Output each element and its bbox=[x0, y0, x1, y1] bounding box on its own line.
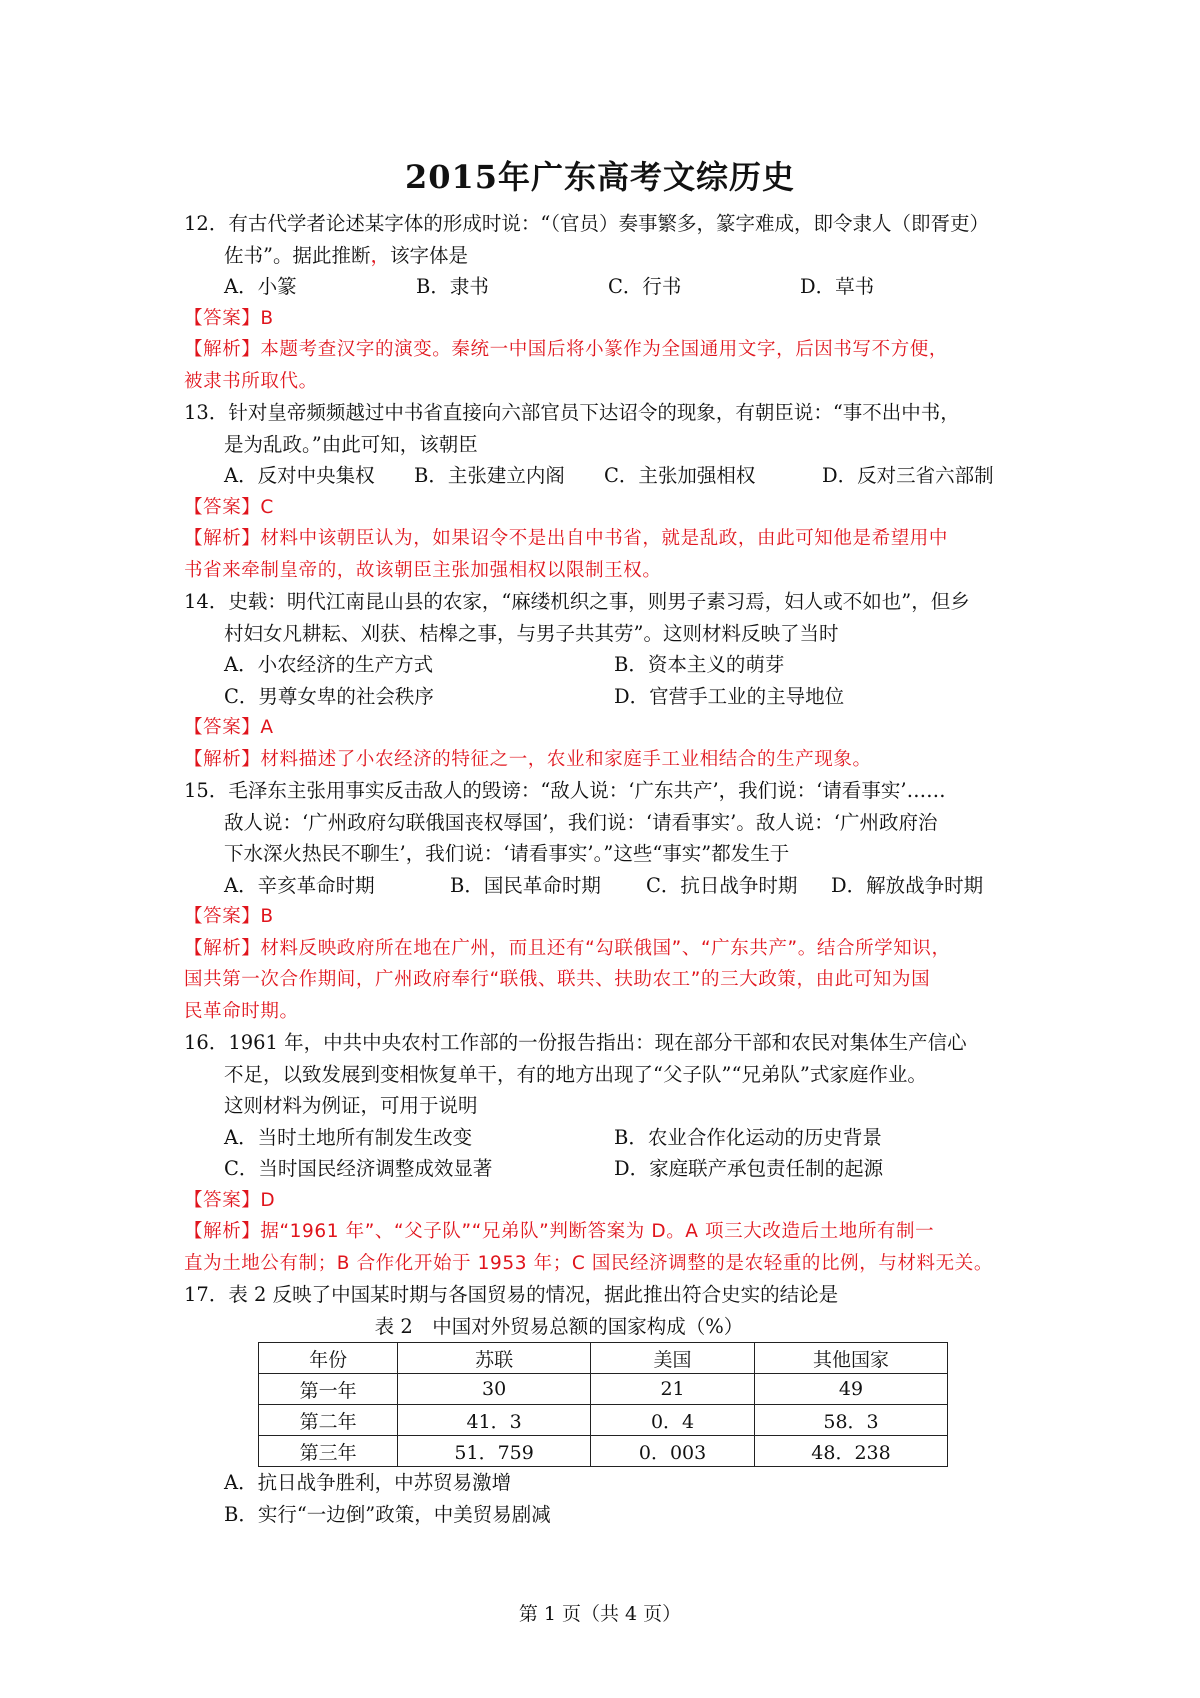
table-cell: 49 bbox=[755, 1374, 948, 1405]
document-content bbox=[184, 208, 1034, 1530]
question-stem: 17．表 2 反映了中国某时期与各国贸易的情况，据此推出符合史实的结论是 bbox=[184, 1283, 839, 1306]
answer-options bbox=[184, 1122, 1034, 1154]
option-c: C．抗日战争时期 bbox=[646, 873, 798, 897]
answer-key: 【答案】A bbox=[184, 717, 274, 738]
option-a: A．当时土地所有制发生改变 bbox=[224, 1125, 473, 1149]
option-a: A．抗日战争胜利，中苏贸易激增 bbox=[224, 1471, 512, 1494]
table-cell: 0．4 bbox=[591, 1405, 755, 1436]
analysis-text: 国共第一次合作期间，广州政府奉行“联俄、联共、扶助农工”的三大政策，由此可知为国 bbox=[184, 969, 931, 990]
option-c: C．行书 bbox=[608, 275, 682, 298]
option-b: B．国民革命时期 bbox=[450, 873, 601, 897]
table-header: 美国 bbox=[591, 1343, 755, 1374]
analysis-text: 民革命时期。 bbox=[184, 1000, 299, 1022]
document-title: 2015年广东高考文综历史 bbox=[404, 158, 796, 196]
answer-key: 【答案】B bbox=[184, 307, 274, 329]
table-header: 苏联 bbox=[398, 1343, 591, 1374]
answer-options bbox=[184, 649, 1034, 681]
option-b: B．资本主义的萌芽 bbox=[614, 653, 785, 676]
question-17 bbox=[184, 1279, 1034, 1530]
option-c: C．主张加强相权 bbox=[604, 464, 756, 487]
question-stem: 敌人说：‘广州政府勾联俄国丧权辱国’，我们说：‘请看事实’。敌人说：‘广州政府治 bbox=[224, 810, 938, 834]
option-d: D．家庭联产承包责任制的起源 bbox=[614, 1157, 884, 1180]
table-cell: 0．003 bbox=[591, 1436, 755, 1467]
question-stem: 15．毛泽东主张用事实反击敌人的毁谤：“敌人说：‘广东共产’，我们说：‘请看事实’…… bbox=[184, 779, 946, 802]
analysis-text: 直为土地公有制；B 合作化开始于 1953 年；C 国民经济调整的是农轻重的比例，与材料无关。 bbox=[184, 1252, 993, 1274]
option-b: B．主张建立内阁 bbox=[414, 464, 565, 487]
question-stem: 佐书”。据此推断，该字体是 bbox=[224, 243, 469, 267]
option-c: C．当时国民经济调整成效显著 bbox=[224, 1157, 493, 1180]
option-a: A．反对中央集权 bbox=[224, 464, 375, 487]
answer-options bbox=[184, 460, 1034, 492]
question-15 bbox=[184, 775, 1034, 1027]
question-12 bbox=[184, 208, 1034, 397]
question-stem: 12．有古代学者论述某字体的形成时说：“（官员）奏事繁多，篆字难成，即令隶人（即胥吏） bbox=[184, 212, 990, 235]
question-stem: 下水深火热民不聊生’，我们说：‘请看事实’。”这些“事实”都发生于 bbox=[224, 842, 790, 865]
question-stem: 14．史载：明代江南昆山县的农家，“麻缕机织之事，则男子素习焉，妇人或不如也”，但乡 bbox=[184, 590, 970, 613]
table-row bbox=[259, 1436, 948, 1467]
option-d: D．草书 bbox=[800, 275, 875, 298]
table-row bbox=[259, 1374, 948, 1405]
table-cell: 21 bbox=[591, 1374, 755, 1405]
option-b: B．实行“一边倒”政策，中美贸易剧减 bbox=[224, 1502, 551, 1526]
question-13 bbox=[184, 397, 1034, 586]
trade-table bbox=[258, 1342, 948, 1467]
question-stem: 村妇女凡耕耘、刈获、桔槔之事，与男子共其劳”。这则材料反映了当时 bbox=[224, 621, 839, 645]
analysis-text: 书省来牵制皇帝的，故该朝臣主张加强相权以限制王权。 bbox=[184, 559, 662, 581]
analysis-text: 【解析】材料描述了小农经济的特征之一，农业和家庭手工业相结合的生产现象。 bbox=[184, 748, 872, 770]
question-stem: 13．针对皇帝频频越过中书省直接向六部官员下达诏令的现象，有朝臣说：“事不出中书， bbox=[184, 401, 960, 424]
question-16 bbox=[184, 1027, 1034, 1279]
option-b: B．农业合作化运动的历史背景 bbox=[614, 1125, 882, 1149]
table-row bbox=[259, 1405, 948, 1436]
table-cell: 第二年 bbox=[259, 1405, 398, 1436]
analysis-text: 【解析】本题考查汉字的演变。秦统一中国后将小篆作为全国通用文字，后因书写不方便， bbox=[184, 339, 949, 360]
answer-options bbox=[184, 681, 1034, 713]
table-cell: 48．238 bbox=[755, 1436, 948, 1467]
table-cell: 51．759 bbox=[398, 1436, 591, 1467]
answer-key: 【答案】B bbox=[184, 906, 274, 927]
option-d: D．官营手工业的主导地位 bbox=[614, 684, 845, 708]
answer-key: 【答案】D bbox=[184, 1189, 276, 1211]
option-b: B．隶书 bbox=[416, 275, 489, 298]
table-cell: 30 bbox=[398, 1374, 591, 1405]
answer-options bbox=[184, 870, 1034, 902]
question-stem: 这则材料为例证，可用于说明 bbox=[224, 1094, 478, 1117]
question-stem: 不足，以致发展到变相恢复单干，有的地方出现了“父子队”“兄弟队”式家庭作业。 bbox=[224, 1062, 927, 1086]
table-cell: 58．3 bbox=[755, 1405, 948, 1436]
table-header: 年份 bbox=[259, 1343, 398, 1374]
table-header-row bbox=[259, 1343, 948, 1374]
option-a: A．小篆 bbox=[224, 275, 297, 298]
option-d: D．反对三省六部制 bbox=[822, 464, 994, 487]
analysis-text: 被隶书所取代。 bbox=[184, 370, 318, 392]
question-stem: 16．1961 年，中共中央农村工作部的一份报告指出：现在部分干部和农民对集体生产信心 bbox=[184, 1031, 967, 1054]
table-caption: 表 2 中国对外贸易总额的国家构成（%） bbox=[374, 1314, 744, 1338]
table-header: 其他国家 bbox=[755, 1343, 948, 1374]
table-cell: 41．3 bbox=[398, 1405, 591, 1436]
analysis-text: 【解析】材料中该朝臣认为，如果诏令不是出自中书省，就是乱政，由此可知他是希望用中 bbox=[184, 528, 949, 549]
answer-key: 【答案】C bbox=[184, 496, 274, 518]
option-a: A．小农经济的生产方式 bbox=[224, 653, 434, 676]
option-d: D．解放战争时期 bbox=[831, 873, 984, 897]
answer-options bbox=[184, 271, 1034, 303]
analysis-text: 【解析】材料反映政府所在地在广州，而且还有“勾联俄国”、“广东共产”。结合所学知识， bbox=[184, 937, 951, 959]
table-cell: 第三年 bbox=[259, 1436, 398, 1467]
answer-options bbox=[184, 1153, 1034, 1185]
table-cell: 第一年 bbox=[259, 1374, 398, 1405]
option-c: C．男尊女卑的社会秩序 bbox=[224, 684, 434, 708]
question-14 bbox=[184, 586, 1034, 775]
question-stem: 是为乱政。”由此可知，该朝臣 bbox=[224, 432, 478, 456]
analysis-text: 【解析】据“1961 年”、“父子队”“兄弟队”判断答案为 D。A 项三大改造后土地所有制一 bbox=[184, 1221, 935, 1242]
page-footer: 第 1 页（共 4 页） bbox=[518, 1603, 682, 1625]
option-a: A．辛亥革命时期 bbox=[224, 873, 375, 897]
